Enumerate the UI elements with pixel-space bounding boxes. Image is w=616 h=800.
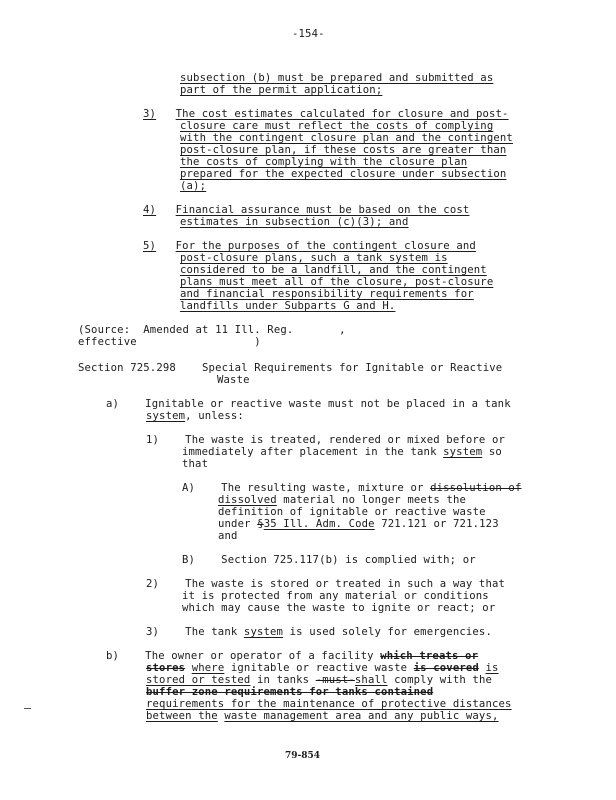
text-line bbox=[218, 530, 238, 542]
text-line bbox=[78, 336, 261, 348]
text-run: definition of ignitable or reactive waste bbox=[218, 506, 486, 518]
struck-text: buffer zone requirements for tanks contained bbox=[146, 686, 434, 698]
text-run: which may cause the waste to ignite or react; or bbox=[182, 602, 496, 614]
text-line bbox=[146, 626, 492, 638]
text-line bbox=[180, 120, 493, 132]
text-run: A) The resulting waste, mixture or bbox=[182, 482, 431, 494]
underlined-text: For the purposes of the contingent closure and bbox=[175, 240, 476, 252]
text-run: immediately after placement in the tank bbox=[182, 446, 444, 458]
footer-number: 79-854 bbox=[285, 751, 321, 761]
underlined-text: and financial responsibility requirements for bbox=[180, 288, 474, 300]
underlined-text: estimates in subsection (c)(3); and bbox=[180, 216, 409, 228]
underlined-text: prepared for the expected closure under subsection bbox=[180, 168, 507, 180]
text-run: 721.121 or 721.123 bbox=[374, 518, 499, 530]
underlined-text: landfills under Subparts G and H. bbox=[180, 300, 396, 312]
text-run bbox=[156, 108, 176, 120]
text-line bbox=[180, 84, 382, 96]
struck-text: dissolution of bbox=[430, 482, 522, 494]
text-line bbox=[78, 324, 346, 336]
text-run: a) Ignitable or reactive waste must not be placed in a tank bbox=[106, 398, 511, 410]
text-run: under bbox=[218, 518, 258, 530]
text-run bbox=[156, 204, 176, 216]
text-run: is used solely for emergencies. bbox=[283, 626, 492, 638]
text-line bbox=[182, 554, 476, 566]
underlined-text: 4) bbox=[143, 204, 157, 216]
text-run: that bbox=[182, 458, 209, 470]
text-line bbox=[78, 362, 502, 374]
underlined-text: plans must meet all of the closure, post-closure bbox=[180, 276, 494, 288]
underlined-text: closure care must reflect the costs of complying bbox=[180, 120, 494, 132]
text-line bbox=[180, 252, 448, 264]
struck-text: -must- bbox=[315, 674, 355, 686]
struck-text: stores bbox=[146, 662, 186, 674]
underlined-text: system bbox=[443, 446, 483, 458]
text-line bbox=[146, 698, 512, 710]
text-line bbox=[180, 168, 506, 180]
underlined-text: post-closure plan, if these costs are greater than bbox=[180, 144, 507, 156]
underlined-text: (a); bbox=[180, 180, 207, 192]
text-run: b) The owner or operator of a facility bbox=[106, 650, 381, 662]
text-line bbox=[180, 180, 206, 192]
underlined-text: system bbox=[146, 410, 186, 422]
text-run: B) Section 725.117(b) is complied with; or bbox=[182, 554, 476, 566]
struck-text: which treats or bbox=[380, 650, 479, 662]
underlined-text: dissolved bbox=[218, 494, 277, 506]
text-line bbox=[146, 434, 505, 446]
struck-text: § bbox=[257, 518, 264, 530]
underlined-text: subsection (b) must be prepared and submitted as bbox=[180, 72, 494, 84]
text-run: 2) The waste is stored or treated in such a way that bbox=[146, 578, 506, 590]
text-line bbox=[143, 204, 469, 216]
text-line bbox=[143, 108, 509, 120]
text-run: , unless: bbox=[185, 410, 244, 422]
underlined-text: 35 Ill. Adm. Code bbox=[263, 518, 375, 530]
text-line bbox=[146, 578, 505, 590]
text-run: Waste bbox=[217, 374, 250, 386]
text-line bbox=[182, 458, 208, 470]
underlined-text: requirements for the maintenance of protective distances bbox=[146, 698, 512, 710]
text-run: and bbox=[218, 530, 238, 542]
text-run: it is protected from any material or conditions bbox=[182, 590, 489, 602]
text-line bbox=[182, 602, 495, 614]
text-line bbox=[180, 144, 506, 156]
text-run: material no longer meets the bbox=[276, 494, 467, 506]
text-line bbox=[182, 482, 521, 494]
underlined-text: shall bbox=[354, 674, 388, 686]
text-line bbox=[180, 264, 487, 276]
underlined-text: system bbox=[243, 626, 284, 638]
text-run: in tanks bbox=[250, 674, 316, 686]
underlined-text: 5) bbox=[143, 240, 157, 252]
text-line bbox=[146, 686, 433, 698]
text-line bbox=[218, 506, 486, 518]
underlined-text: stored or tested bbox=[146, 674, 251, 686]
text-run bbox=[156, 240, 176, 252]
underlined-text: where bbox=[191, 662, 225, 674]
underlined-text: is bbox=[485, 662, 499, 674]
text-line bbox=[146, 410, 244, 422]
text-line bbox=[217, 374, 250, 386]
text-run: 3) The tank bbox=[146, 626, 244, 638]
underlined-text: between the bbox=[146, 710, 218, 722]
text-line bbox=[180, 132, 513, 144]
text-run: 1) The waste is treated, rendered or mixed before or bbox=[146, 434, 506, 446]
underlined-text: considered to be a landfill, and the contingent bbox=[180, 264, 487, 276]
margin-mark bbox=[24, 708, 31, 709]
text-run: effective ) bbox=[78, 336, 261, 348]
text-line bbox=[146, 662, 499, 674]
underlined-text: waste management area and any public ways, bbox=[224, 710, 499, 722]
text-line bbox=[182, 590, 489, 602]
text-line bbox=[180, 216, 408, 228]
text-run: Section 725.298 Special Requirements for Ignitable or Reactive bbox=[78, 362, 503, 374]
text-line bbox=[180, 156, 467, 168]
underlined-text: 3) bbox=[143, 108, 157, 120]
text-line bbox=[218, 518, 499, 530]
text-run: so bbox=[482, 446, 502, 458]
text-line bbox=[182, 446, 502, 458]
underlined-text: with the contingent closure plan and the contingent bbox=[180, 132, 513, 144]
underlined-text: part of the permit application; bbox=[180, 84, 383, 96]
text-run: comply with the bbox=[387, 674, 492, 686]
text-line bbox=[106, 650, 478, 662]
text-line bbox=[180, 276, 493, 288]
text-run: ignitable or reactive waste bbox=[224, 662, 414, 674]
text-line bbox=[106, 398, 511, 410]
text-line bbox=[180, 72, 493, 84]
underlined-text: the costs of complying with the closure plan bbox=[180, 156, 468, 168]
text-line bbox=[146, 710, 499, 722]
text-line bbox=[180, 288, 474, 300]
text-line bbox=[218, 494, 466, 506]
text-line bbox=[143, 240, 476, 252]
struck-text: is covered bbox=[413, 662, 479, 674]
text-run: (Source: Amended at 11 Ill. Reg. , bbox=[78, 324, 346, 336]
text-line bbox=[180, 300, 395, 312]
underlined-text: The cost estimates calculated for closure and post- bbox=[175, 108, 509, 120]
page-number: -154- bbox=[292, 28, 325, 40]
underlined-text: post-closure plans, such a tank system is bbox=[180, 252, 448, 264]
text-line bbox=[146, 674, 492, 686]
underlined-text: Financial assurance must be based on the cost bbox=[175, 204, 470, 216]
